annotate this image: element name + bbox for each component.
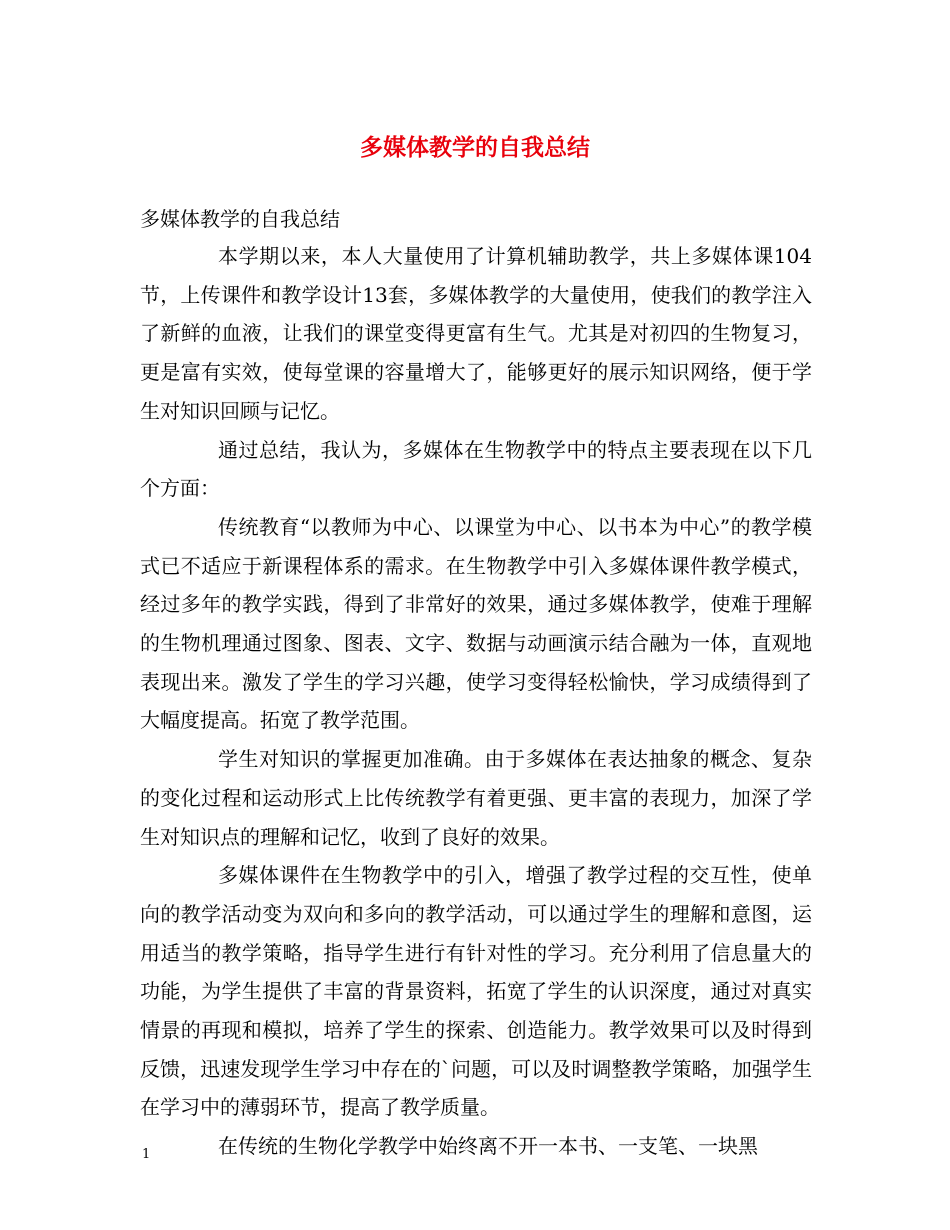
document-title: 多媒体教学的自我总结 xyxy=(360,134,590,161)
page-number: 1 xyxy=(142,1147,151,1162)
paragraph: 多媒体课件在生物教学中的引入，增强了教学过程的交互性，使单向的教学活动变为双向和多向的教学活动，可以通过学生的理解和意图，运用适当的教学策略，指导学生进行有针对性的学习。充分利用了信息量大的功能，为学生提供了丰富的背景资料，拓宽了学生的认识深度，通过对真实情景的再现和模拟，培养了学生的探索、创造能力。教学效果可以及时得到反馈，迅速发现学生学习中存在的`问题，可以及时调整教学策略，加强学生在学习中的薄弱环节，提高了教学质量。 xyxy=(140,863,812,1120)
paragraph: 通过总结，我认为，多媒体在生物教学中的特点主要表现在以下几个方面： xyxy=(140,437,812,501)
document-subtitle: 多媒体教学的自我总结 xyxy=(140,207,340,231)
document-body xyxy=(140,237,812,1166)
paragraph: 在传统的生物化学教学中始终离不开一本书、一支笔、一块黑 xyxy=(218,1134,758,1159)
paragraph: 本学期以来，本人大量使用了计算机辅助教学，共上多媒体课104节，上传课件和教学设计13套，多媒体教学的大量使用，使我们的教学注入了新鲜的血液，让我们的课堂变得更富有生气。尤其是对初四的生物复习，更是富有实效，使每堂课的容量增大了，能够更好的展示知识网络，便于学生对知识回顾与记忆。 xyxy=(140,244,812,423)
paragraph: 学生对知识的掌握更加准确。由于多媒体在表达抽象的概念、复杂的变化过程和运动形式上比传统教学有着更强、更丰富的表现力，加深了学生对知识点的理解和记忆，收到了良好的效果。 xyxy=(140,747,812,849)
paragraph: 传统教育“以教师为中心、以课堂为中心、以书本为中心”的教学模式已不适应于新课程体系的需求。在生物教学中引入多媒体课件教学模式，经过多年的教学实践，得到了非常好的效果，通过多媒体教学，使难于理解的生物机理通过图象、图表、文字、数据与动画演示结合融为一体，直观地表现出来。激发了学生的学习兴趣，使学习变得轻松愉快，学习成绩得到了大幅度提高。拓宽了教学范围。 xyxy=(140,514,812,733)
